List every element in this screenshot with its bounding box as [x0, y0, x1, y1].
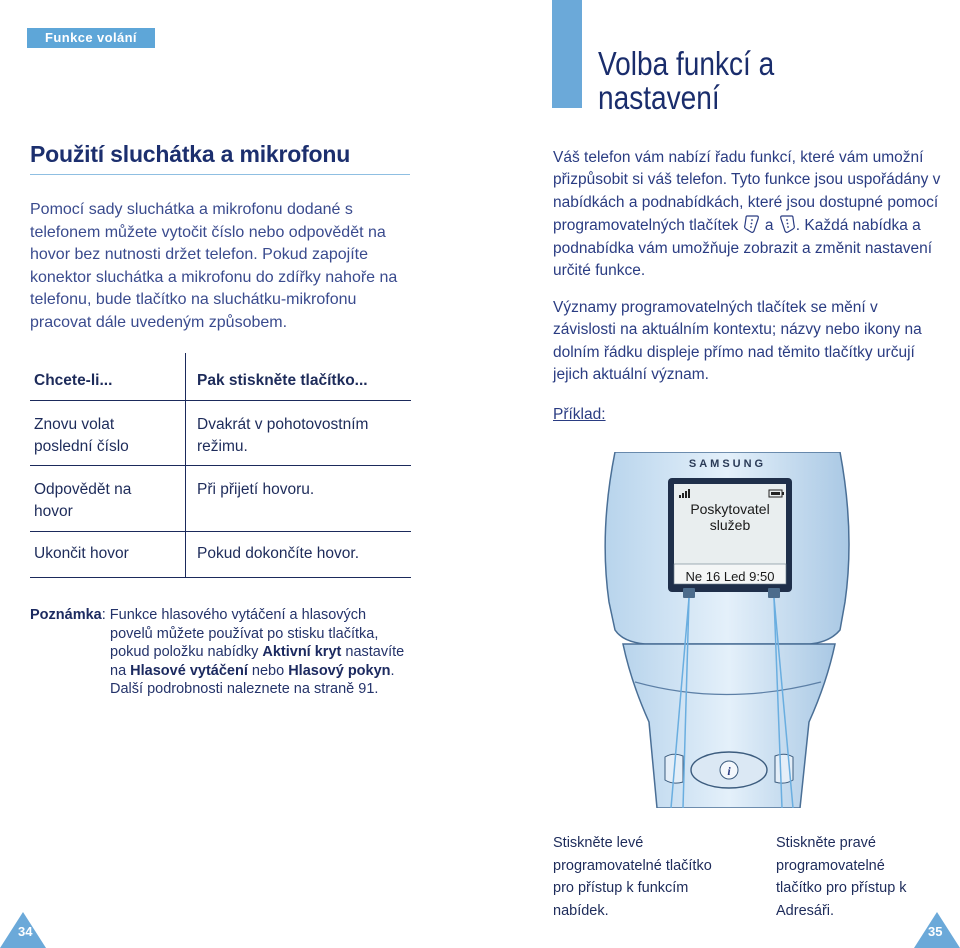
note-option: Hlasové vytáčení: [130, 662, 248, 679]
right-soft-key[interactable]: [768, 588, 780, 598]
page-number-left: 34: [18, 924, 33, 939]
paragraph-text: a: [764, 217, 774, 235]
screen-provider-line2: služeb: [709, 517, 751, 533]
screen-status-bar: Ne 16 Led 9:50: [685, 569, 775, 584]
note-text: nastavíte: [345, 644, 405, 661]
table-row-divider: [30, 531, 411, 532]
note-option: Hlasový pokyn: [288, 662, 391, 679]
phone-illustration: [595, 452, 860, 808]
table-cell-want: Odpovědět na hovor: [34, 481, 132, 520]
table-row-divider: [30, 400, 411, 401]
note-text: nebo: [251, 662, 285, 679]
section-divider: [30, 174, 410, 175]
paragraph-text: . Každá nabídka a podnabídka vám umožňuje zobrazit a změnit nastavení určité funkce.: [553, 217, 933, 280]
screen-provider-line1: Poskytovatel: [690, 501, 770, 517]
table-cell-press: Při přijetí hovoru.: [197, 481, 315, 498]
right-soft-key-icon: [778, 214, 796, 234]
note-text: Další podrobnosti naleznete na straně 91.: [110, 681, 379, 698]
soft-key-paragraph: Významy programovatelných tlačítek se mění v závislosti na aktuálním kontextu; názvy nebo ikony na dolním řádku displeje přímo nad těmito tlačítky určují jejich aktuální význam.: [553, 299, 922, 384]
page-number-right: 35: [928, 924, 943, 939]
table-row-divider: [30, 577, 411, 578]
table-cell-press: Pokud dokončíte hovor.: [197, 545, 360, 562]
paragraph-text: Váš telefon vám nabízí řadu funkcí, které vám umožní přizpůsobit si váš telefon. Tyto funkce jsou uspořádány v nabídkách a podnabídkách, které jsou dostupné pomocí programovatelných tlačítek: [553, 149, 941, 235]
table-cell-want: Ukončit hovor: [34, 545, 129, 562]
table-cell-want: Znovu volat poslední číslo: [34, 416, 129, 455]
intro-paragraph-right: [553, 147, 943, 282]
info-icon: i: [727, 764, 731, 778]
table-header-press: Pak stiskněte tlačítko...: [197, 372, 368, 389]
chapter-title: Volba funkcí a nastavení: [598, 45, 775, 116]
section-title: Použití sluchátka a mikrofonu: [30, 141, 351, 167]
chapter-tab-label: Funkce volání: [27, 28, 155, 48]
note-label: Poznámka: [30, 607, 102, 623]
left-soft-key[interactable]: [683, 588, 695, 598]
chapter-accent-bar: [552, 0, 582, 108]
right-soft-key-caption: Stiskněte pravé programovatelné tlačítko pro přístup k Adresáři.: [776, 835, 907, 919]
left-soft-key-icon: [743, 214, 761, 234]
note-text: na: [110, 662, 127, 679]
intro-paragraph: Pomocí sady sluchátka a mikrofonu dodané s telefonem můžete vytočit číslo nebo odpovědět na hovor bez nutnosti držet telefon. Pokud zapojíte konektor sluchátka a mikrofonu do zdířky nahoře na telefonu, bude tlačítko na sluchátku-mikrofonu pracovat dále uvedeným způsobem.: [30, 201, 398, 331]
phone-brand: SAMSUNG: [688, 458, 767, 470]
table-row-divider: [30, 465, 411, 466]
note-block: Poznámka: Funkce hlasového vytáčení a hlasových povelů můžete používat po stisku tlačítka, pokud položku nabídky Aktivní kryt nastavíte na Hlasové vytáčení nebo Hlasový pokyn. Další podrobnosti naleznete na straně 91.: [30, 606, 420, 699]
note-text: povelů můžete používat po stisku tlačítka,: [110, 625, 379, 642]
table-header-want: Chcete-li...: [34, 372, 113, 389]
note-text: .: [390, 662, 395, 679]
note-menu-item: Aktivní kryt: [262, 644, 342, 661]
example-label: Příklad:: [553, 406, 606, 423]
left-soft-key-caption: Stiskněte levé programovatelné tlačítko pro přístup k funkcím nabídek.: [553, 835, 712, 919]
table-cell-press: Dvakrát v pohotovostním režimu.: [197, 416, 369, 455]
note-text: Funkce hlasového vytáčení a hlasových: [109, 607, 367, 623]
note-text: pokud položku nabídky: [110, 644, 259, 661]
